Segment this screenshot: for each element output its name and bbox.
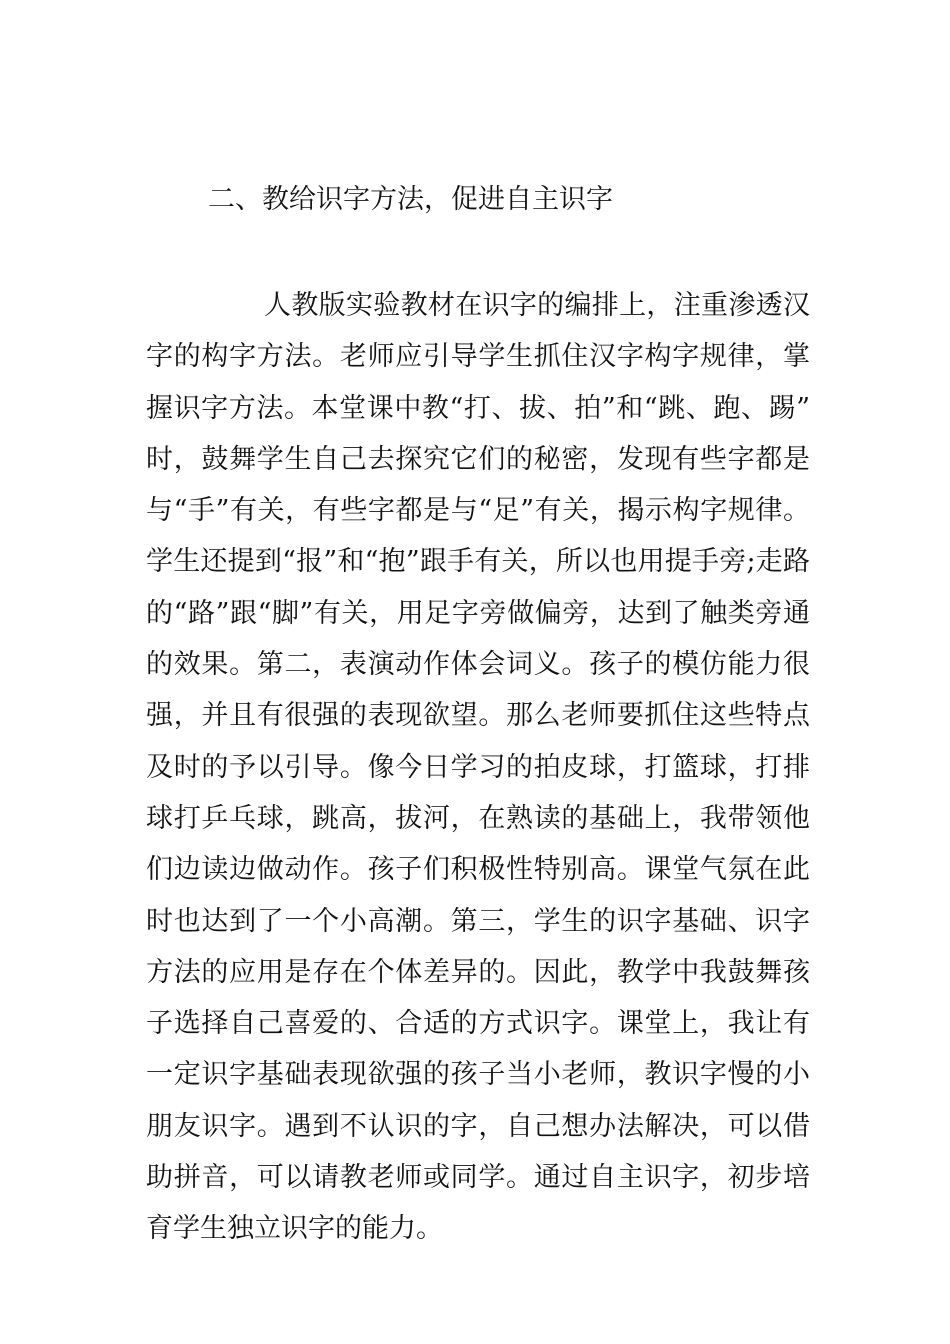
section-heading: 二、教给识字方法，促进自主识字 (208, 184, 613, 215)
section-paragraph: 人教版实验教材在识字的编排上，注重渗透汉字的构字方法。老师应引导学生抓住汉字构字规律，掌握识字方法。本堂课中教“打、拔、拍”和“跳、跑、踢”时，鼓舞学生自己去探究它们的秘密，发现有些字都是与“手”有关，有些字都是与“足”有关，揭示构字规律。学生还提到“报”和“抱”跟手有关，所以也用提手旁;走路的“路”跟“脚”有关，用足字旁做偏旁，达到了触类旁通的效果。第二，表演动作体会词义。孩子的模仿能力很强，并且有很强的表现欲望。那么老师要抓住这些特点及时的予以引导。像今日学习的拍皮球，打篮球，打排球打乒乓球，跳高，拔河，在熟读的基础上，我带领他们边读边做动作。孩子们积极性特别高。课堂气氛在此时也达到了一个小高潮。第三，学生的识字基础、识字方法的应用是存在个体差异的。因此，教学中我鼓舞孩子选择自己喜爱的、合适的方式识字。课堂上，我让有一定识字基础表现欲强的孩子当小老师，教识字慢的小朋友识字。遇到不认识的字，自己想办法解决，可以借助拼音，可以请教老师或同学。通过自主识字，初步培育学生独立识字的能力。 (146, 290, 810, 1245)
